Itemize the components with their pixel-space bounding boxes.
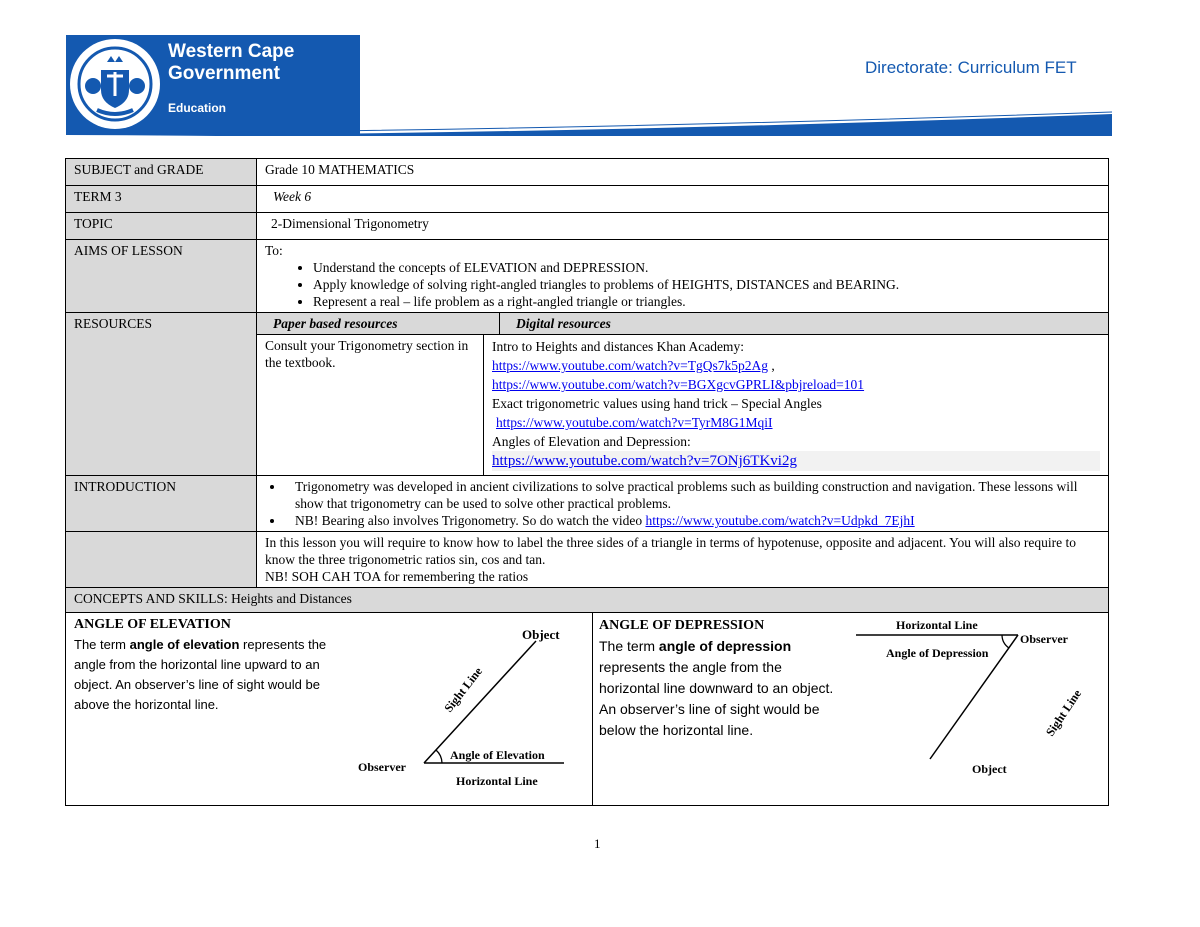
directorate-title: Directorate: Curriculum FET bbox=[865, 58, 1077, 77]
depression-object-label: Object bbox=[972, 762, 1007, 776]
concepts-label: CONCEPTS AND SKILLS: Heights and Distances bbox=[66, 588, 1109, 613]
elevation-sight-line bbox=[424, 641, 536, 763]
intro-bearing-text: NB! Bearing also involves Trigonometry. So do watch the video bbox=[295, 513, 646, 528]
brand-line-3: Education bbox=[168, 101, 227, 115]
digital-intro-2: Exact trigonometric values using hand trick – Special Angles bbox=[492, 396, 822, 411]
subject-value: Grade 10 MATHEMATICS bbox=[257, 159, 1109, 186]
depression-term: angle of depression bbox=[658, 638, 792, 654]
lesson-requirements-text: In this lesson you will require to know how to label the three sides of a triangle in terms of hypotenuse, opposite and adjacent. You will also require to know the three trigonometric ratios sin, cos and tan. bbox=[265, 535, 1076, 567]
depression-angle-label: Angle of Depression bbox=[886, 646, 989, 660]
digital-intro-3: Angles of Elevation and Depression: bbox=[492, 434, 691, 449]
elevation-term: angle of elevation bbox=[129, 637, 240, 652]
elevation-horizontal-label: Horizontal Line bbox=[456, 774, 538, 788]
elevation-angle-arc bbox=[436, 750, 442, 763]
elevation-desc-pre: The term bbox=[74, 637, 130, 652]
concepts-divider bbox=[592, 613, 593, 805]
blank-label-cell bbox=[66, 532, 257, 588]
header-swoosh bbox=[66, 110, 1112, 138]
aims-list bbox=[265, 259, 1100, 310]
paper-resources-text: Consult your Trigonometry section in the textbook. bbox=[257, 335, 484, 475]
digital-intro-1: Intro to Heights and distances Khan Academy: bbox=[492, 339, 744, 354]
link-separator: , bbox=[767, 358, 775, 373]
intro-list bbox=[265, 478, 1100, 529]
aims-item: • Apply knowledge of solving right-angled triangles to problems of HEIGHTS, DISTANCES and BEARING. bbox=[313, 276, 1100, 293]
term-value: Week 6 bbox=[257, 186, 1109, 213]
elevation-angle-label: Angle of Elevation bbox=[450, 748, 545, 762]
digital-resources-header: Digital resources bbox=[516, 316, 611, 331]
term-label: TERM 3 bbox=[66, 186, 257, 213]
paper-resources-header: Paper based resources bbox=[257, 313, 500, 334]
brand-line-1: Western Cape bbox=[168, 41, 295, 62]
intro-item-bearing bbox=[285, 512, 1100, 529]
topic-value: 2-Dimensional Trigonometry bbox=[257, 213, 1109, 240]
subject-label: SUBJECT and GRADE bbox=[66, 159, 257, 186]
depression-sight-label: Sight Line bbox=[1042, 686, 1085, 739]
depression-text-block bbox=[599, 615, 844, 741]
page-number: 1 bbox=[594, 836, 601, 851]
aims-item: • Represent a real – life problem as a right-angled triangle or triangles. bbox=[313, 293, 1100, 310]
hand-trick-link[interactable]: https://www.youtube.com/watch?v=TyrM8G1MqiI bbox=[496, 415, 773, 430]
digital-resources-list bbox=[484, 335, 1109, 475]
elevation-desc-post: represents the angle from the horizontal line upward to an object. An observer’s line of sight would be above the horizontal line. bbox=[74, 637, 327, 712]
introduction-label: INTRODUCTION bbox=[66, 476, 257, 532]
bearing-video-link[interactable]: https://www.youtube.com/watch?v=Udpkd_7EjhI bbox=[645, 513, 915, 528]
depression-desc-pre: The term bbox=[599, 638, 659, 654]
depression-heading: ANGLE OF DEPRESSION bbox=[599, 618, 765, 633]
concepts-section bbox=[66, 613, 1109, 806]
depression-desc-post: represents the angle from the horizontal line downward to an object. An observer’s line of sight would be below the horizontal line. bbox=[599, 659, 834, 738]
introduction-cell bbox=[257, 476, 1109, 532]
aims-cell bbox=[257, 240, 1109, 313]
khan-link-1[interactable]: https://www.youtube.com/watch?v=TgQs7k5p2Ag bbox=[492, 358, 768, 373]
khan-link-2[interactable]: https://www.youtube.com/watch?v=BGXgcvGPRLI&pbjreload=101 bbox=[492, 377, 865, 392]
aims-intro: To: bbox=[265, 243, 283, 258]
brand-line-2: Government bbox=[168, 63, 280, 84]
soh-cah-toa-note: NB! SOH CAH TOA for remembering the ratios bbox=[265, 569, 529, 584]
lesson-requirements-cell bbox=[257, 532, 1109, 588]
intro-item: • Trigonometry was developed in ancient civilizations to solve practical problems such as building construction and navigation. These lessons will show that trigonometry can be used to solve other practical problems. bbox=[285, 478, 1100, 512]
resources-label: RESOURCES bbox=[66, 313, 257, 476]
depression-angle-arc bbox=[1002, 635, 1009, 648]
elevation-sight-label: Sight Line bbox=[441, 664, 486, 715]
elevation-heading: ANGLE OF ELEVATION bbox=[74, 617, 231, 632]
resources-body-row bbox=[257, 335, 1109, 476]
depression-diagram bbox=[846, 613, 1108, 803]
elevation-text-block bbox=[74, 615, 349, 715]
elevation-diagram bbox=[346, 613, 586, 803]
elevation-object-label: Object bbox=[522, 627, 560, 642]
topic-label: TOPIC bbox=[66, 213, 257, 240]
resources-header-row bbox=[257, 313, 1109, 335]
depression-observer-label: Observer bbox=[1020, 632, 1068, 646]
depression-horizontal-label: Horizontal Line bbox=[896, 618, 978, 632]
lesson-table bbox=[65, 158, 1109, 806]
aims-item: • Understand the concepts of ELEVATION and DEPRESSION. bbox=[313, 259, 1100, 276]
elevation-depression-link[interactable]: https://www.youtube.com/watch?v=7ONj6TKvi2g bbox=[492, 453, 797, 469]
aims-label: AIMS OF LESSON bbox=[66, 240, 257, 313]
elevation-observer-label: Observer bbox=[358, 760, 406, 774]
